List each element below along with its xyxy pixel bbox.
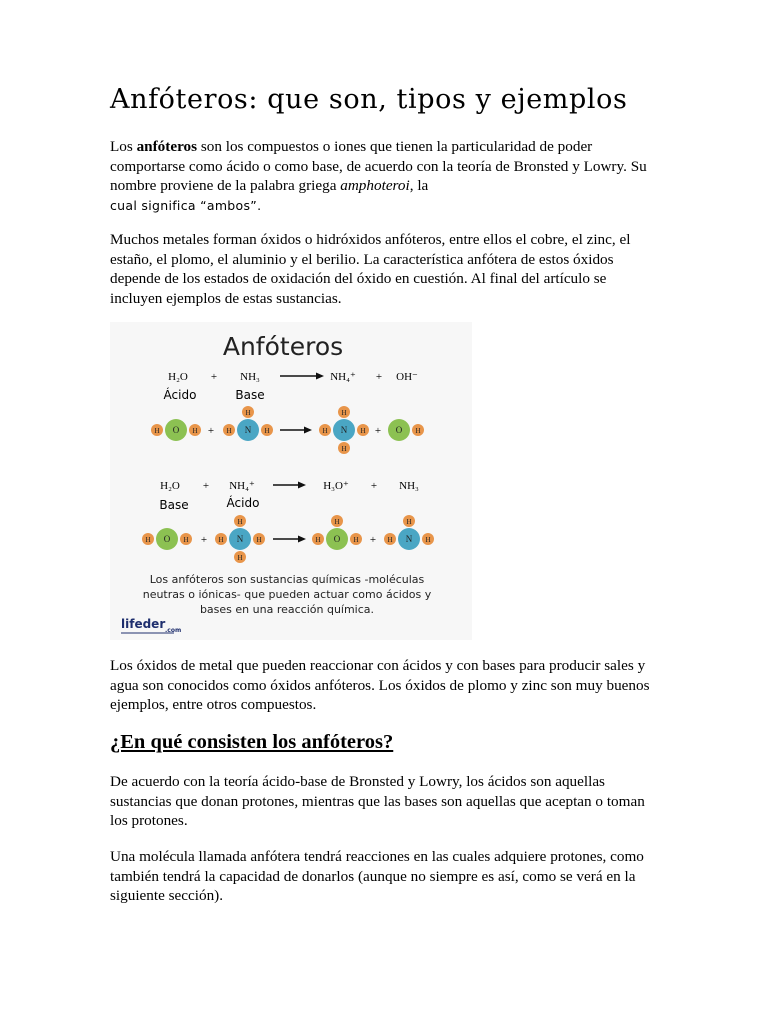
r1-nh3-h3-label: H <box>245 409 251 417</box>
amphoteric-molecule-paragraph: Una molécula llamada anfótera tendrá reacciones en las cuales adquiere protones, como también tendrá la capacidad de donarlos (aunque no siempre es así, como se verá en la siguiente sección). <box>110 848 644 905</box>
r2-h3o-h1-label: H <box>315 536 321 544</box>
lifeder-logo: lifeder <box>121 617 166 631</box>
r1-nh4-n-label: N <box>340 425 348 435</box>
amphoteric-figure <box>110 322 472 640</box>
r2-h3o-h2-label: H <box>353 536 359 544</box>
r1-water-h1-label: H <box>154 427 160 435</box>
figure-caption-line-1: Los anfóteros son sustancias químicas -moléculas <box>149 573 425 586</box>
intro-paragraph <box>110 137 655 215</box>
bronsted-paragraph: De acuerdo con la teoría ácido-base de Bronsted y Lowry, los ácidos son aquellas sustancias que donan protones, mientras que las bases son aquellas que aceptan o toman los protones. <box>110 773 645 830</box>
r2-nh3-h1-label: H <box>387 536 393 544</box>
r2-plus-1: + <box>200 534 208 546</box>
figure-caption-line-3: bases en una reacción química. <box>199 603 375 616</box>
eq1-label-base: Base <box>235 388 265 402</box>
r1-plus-2: + <box>374 425 382 437</box>
r2-nh4-n-label: N <box>236 534 244 544</box>
r1-plus-1: + <box>207 425 215 437</box>
r2-nh3-h2-label: H <box>425 536 431 544</box>
greek-word: amphoteroi <box>340 177 410 195</box>
r2-nh4-h2-label: H <box>256 536 262 544</box>
eq2-reactant-b: NH₄⁺ <box>229 480 255 492</box>
metal-oxides-paragraph: Los óxidos de metal que pueden reaccionar con ácidos y con bases para producir sales y agua son conocidos como óxidos anfóteros. Los óxidos de plomo y zinc son muy buenos ejemplos, entre otros compuestos. <box>110 657 650 714</box>
eq2-plus-2: + <box>370 480 378 492</box>
metals-paragraph: Muchos metales forman óxidos o hidróxidos anfóteros, entre ellos el cobre, el zinc, el estaño, el plomo, el aluminio y el berilio. La característica anfótera de estos óxidos depende de los estados de oxidación del óxido en cuestión. Al final del artículo se incluyen ejemplos de estas sustancias. <box>110 231 631 307</box>
amphoteric-diagram <box>110 322 472 640</box>
r1-water-h2-label: H <box>192 427 198 435</box>
figure-caption-line-2: neutras o iónicas- que pueden actuar como ácidos y <box>142 588 432 601</box>
r2-plus-2: + <box>369 534 377 546</box>
r2-nh3-n-label: N <box>405 534 413 544</box>
page-title: Anfóteros: que son, tipos y ejemplos <box>110 84 628 115</box>
eq2-reactant-a: H₂O <box>160 480 180 492</box>
intro-text-post: , la <box>409 177 429 195</box>
r2-nh4-h4-label: H <box>237 554 243 562</box>
r2-water-o-label: O <box>163 534 171 544</box>
r1-nh4-h1-label: H <box>322 427 328 435</box>
r1-nh4-h2-label: H <box>360 427 366 435</box>
r2-nh4-h3-label: H <box>237 518 243 526</box>
eq1-plus-2: + <box>375 371 383 383</box>
r1-oh-o-label: O <box>395 425 403 435</box>
bold-term: anfóteros <box>136 138 198 155</box>
eq2-label-base: Base <box>159 498 189 512</box>
r1-nh3-n-label: N <box>244 425 252 435</box>
eq1-reactant-b: NH₃ <box>240 371 260 383</box>
intro-text-mid: son los compuestos o iones que tienen la particularidad de poder comportarse como ácido o como base, de acuerdo con la teoría de Bronsted y Lowry. Su nombre proviene de la palabra griega <box>110 138 647 195</box>
eq1-product-d: OH⁻ <box>396 371 418 383</box>
r2-h3o-h3-label: H <box>334 518 340 526</box>
intro-text-tail: cual significa “ambos”. <box>110 197 262 213</box>
eq1-reactant-a: H₂O <box>168 371 188 383</box>
eq2-product-d: NH₃ <box>399 480 419 492</box>
eq1-product-c: NH₄⁺ <box>330 371 356 383</box>
eq2-product-c: H₃O⁺ <box>323 480 349 492</box>
intro-text-start: Los <box>110 138 137 155</box>
r2-water-h1-label: H <box>145 536 151 544</box>
r1-nh4-h4-label: H <box>341 445 347 453</box>
lifeder-logo-suffix: .com <box>165 627 182 634</box>
eq2-label-acid: Ácido <box>226 496 260 510</box>
r2-nh3-h3-label: H <box>406 518 412 526</box>
figure-title: Anfóteros <box>222 332 344 361</box>
r1-nh3-h1-label: H <box>226 427 232 435</box>
r1-nh3-h2-label: H <box>264 427 270 435</box>
r2-nh4-h1-label: H <box>218 536 224 544</box>
r2-h3o-o-label: O <box>333 534 341 544</box>
eq1-plus-1: + <box>210 371 218 383</box>
eq2-plus-1: + <box>202 480 210 492</box>
r1-nh4-h3-label: H <box>341 409 347 417</box>
r1-oh-h-label: H <box>415 427 421 435</box>
r2-water-h2-label: H <box>183 536 189 544</box>
eq1-label-acid: Ácido <box>163 388 197 402</box>
r1-water-o-label: O <box>172 425 180 435</box>
section-heading: ¿En qué consisten los anfóteros? <box>110 731 394 753</box>
